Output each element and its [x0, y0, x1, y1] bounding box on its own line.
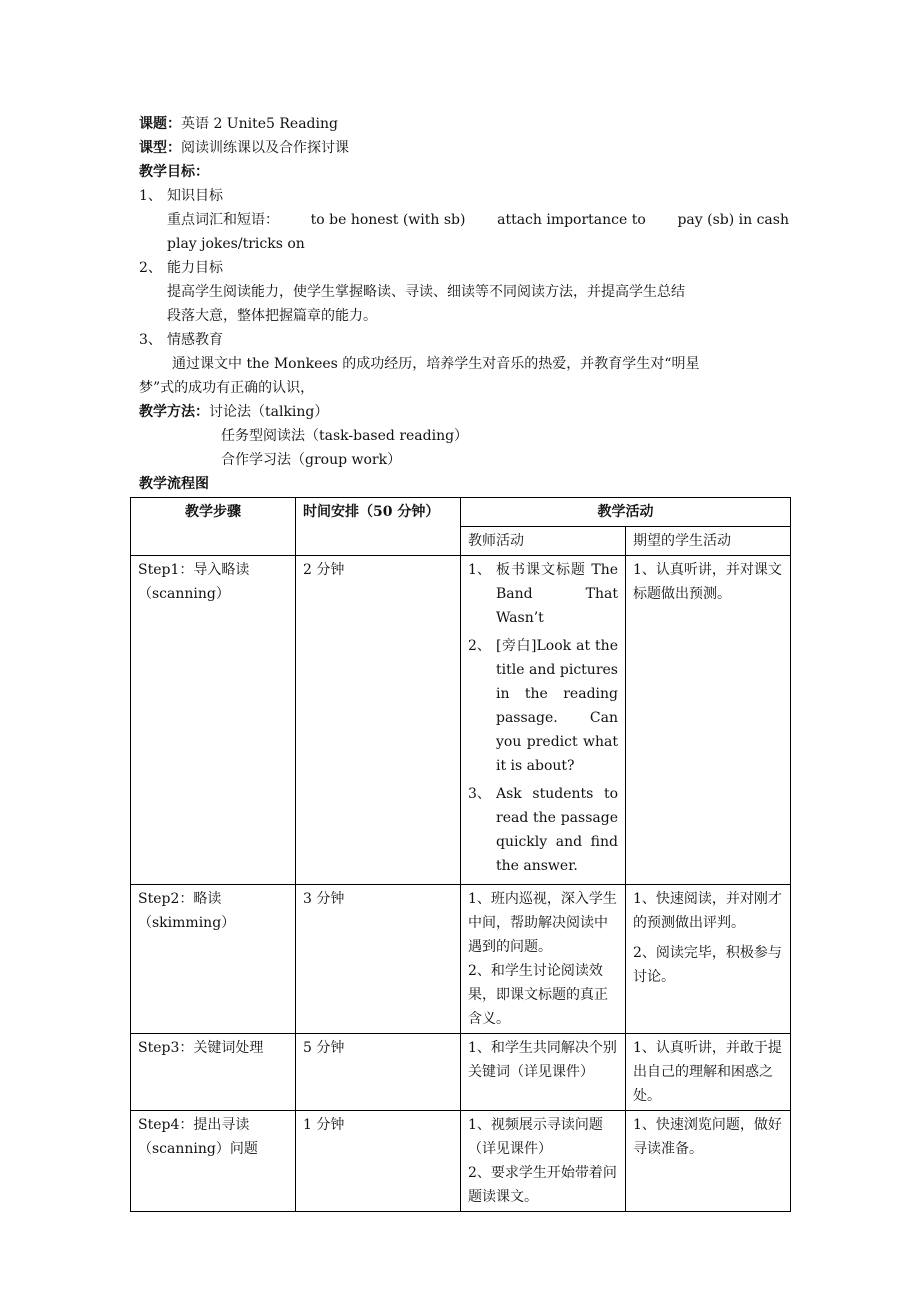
col-header-student: 期望的学生活动: [626, 527, 791, 556]
col-header-teacher: 教师活动: [461, 527, 626, 556]
item-text: 1、认真听讲，并对课文标题做出预测。: [633, 562, 782, 602]
step-cell: Step2：略读（skimming）: [131, 885, 296, 1034]
method-item: 合作学习法（group work）: [221, 452, 402, 468]
lesson-type-line: [139, 136, 789, 160]
student-activity-cell: [626, 885, 791, 1034]
vocab-line: [139, 208, 789, 232]
item-number: 2、: [468, 638, 491, 654]
lesson-title-line: [139, 112, 789, 136]
list-item: [468, 558, 618, 630]
item-number: 1、: [468, 562, 491, 578]
methods-line: [139, 400, 789, 424]
vocab-label: 重点词汇和短语：: [167, 212, 279, 228]
phrase: attach importance to: [497, 212, 646, 228]
col-header-activity: 教学活动: [461, 498, 791, 527]
col-header-time: 时间安排（50 分钟）: [296, 498, 461, 556]
method-item: 讨论法（talking）: [209, 404, 329, 420]
goal-knowledge-heading: [139, 184, 789, 208]
teaching-flow-table: [130, 497, 791, 1212]
lesson-title-label: 课题：: [139, 116, 181, 132]
item-number: 3、: [468, 786, 491, 802]
item-text: 1、班内巡视，深入学生中间，帮助解决阅读中遇到的问题。: [468, 891, 617, 955]
method-item: 任务型阅读法（task-based reading）: [221, 428, 469, 444]
teacher-activity-cell: [461, 556, 626, 885]
time-cell: 1 分钟: [296, 1111, 461, 1212]
step-cell: Step1：导入略读（scanning）: [131, 556, 296, 885]
phrase: to be honest (with sb): [310, 212, 466, 228]
goals-heading: 教学目标：: [139, 164, 209, 180]
item-text: 1、快速浏览问题，做好寻读准备。: [633, 1117, 782, 1157]
table-row: [131, 1034, 791, 1111]
item-text: 1、快速阅读，并对刚才的预测做出评判。: [633, 891, 782, 931]
goal-text: 通过课文中 the Monkees 的成功经历，培养学生对音乐的热爱，并教育学生对“明星: [172, 356, 700, 372]
table-row: [131, 1111, 791, 1212]
lesson-type-value: 阅读训练课以及合作探讨课: [181, 140, 349, 156]
time-cell: 2 分钟: [296, 556, 461, 885]
goal-text: 梦”式的成功有正确的认识，: [139, 380, 315, 396]
student-activity-cell: [626, 556, 791, 885]
time-cell: 5 分钟: [296, 1034, 461, 1111]
teacher-activity-cell: [461, 1034, 626, 1111]
item-text: 2、要求学生开始带着问题读课文。: [468, 1165, 617, 1205]
lesson-plan-header: [139, 112, 789, 496]
list-item: [468, 634, 618, 778]
item-text: 2、和学生讨论阅读效果，即课文标题的真正含义。: [468, 963, 608, 1027]
phrase-line-2: play jokes/tricks on: [167, 236, 305, 252]
student-activity-cell: [626, 1034, 791, 1111]
item-text: 2、阅读完毕，积极参与讨论。: [633, 945, 782, 985]
goal-title: 情感教育: [167, 332, 223, 348]
lesson-title-value: 英语 2 Unite5 Reading: [181, 116, 338, 132]
goal-number: 2、: [139, 260, 162, 276]
teacher-activity-cell: [461, 1111, 626, 1212]
step-cell: Step3：关键词处理: [131, 1034, 296, 1111]
item-text: 板书课文标题 The Band That Wasn’t: [496, 562, 618, 626]
goal-number: 3、: [139, 332, 162, 348]
goal-text: 提高学生阅读能力，使学生掌握略读、寻读、细读等不同阅读方法，并提高学生总结: [167, 284, 685, 300]
goal-title: 能力目标: [167, 260, 223, 276]
phrase: pay (sb) in cash: [677, 212, 789, 228]
lesson-type-label: 课型：: [139, 140, 181, 156]
goal-title: 知识目标: [167, 188, 223, 204]
teacher-activity-cell: [461, 885, 626, 1034]
item-text: 1、视频展示寻读问题（详见课件）: [468, 1117, 603, 1157]
list-item: [468, 782, 618, 878]
item-text: [旁白]Look at the title and pictures in the reading passage. Can you predict what it is about?: [496, 638, 618, 774]
flow-title: 教学流程图: [139, 476, 209, 492]
goal-text: 段落大意，整体把握篇章的能力。: [167, 308, 377, 324]
table-row: [131, 885, 791, 1034]
table-row: [131, 556, 791, 885]
col-header-step: 教学步骤: [131, 498, 296, 556]
item-text: 1、和学生共同解决个别关键词（详见课件）: [468, 1040, 617, 1080]
step-cell: Step4：提出寻读（scanning）问题: [131, 1111, 296, 1212]
goal-number: 1、: [139, 188, 162, 204]
item-text: Ask students to read the passage quickly and find the answer.: [496, 786, 618, 874]
goal-ability-heading: [139, 256, 789, 280]
methods-label: 教学方法：: [139, 404, 209, 420]
goal-emotion-heading: [139, 328, 789, 352]
time-cell: 3 分钟: [296, 885, 461, 1034]
item-text: 1、认真听讲，并敢于提出自己的理解和困惑之处。: [633, 1040, 782, 1104]
student-activity-cell: [626, 1111, 791, 1212]
